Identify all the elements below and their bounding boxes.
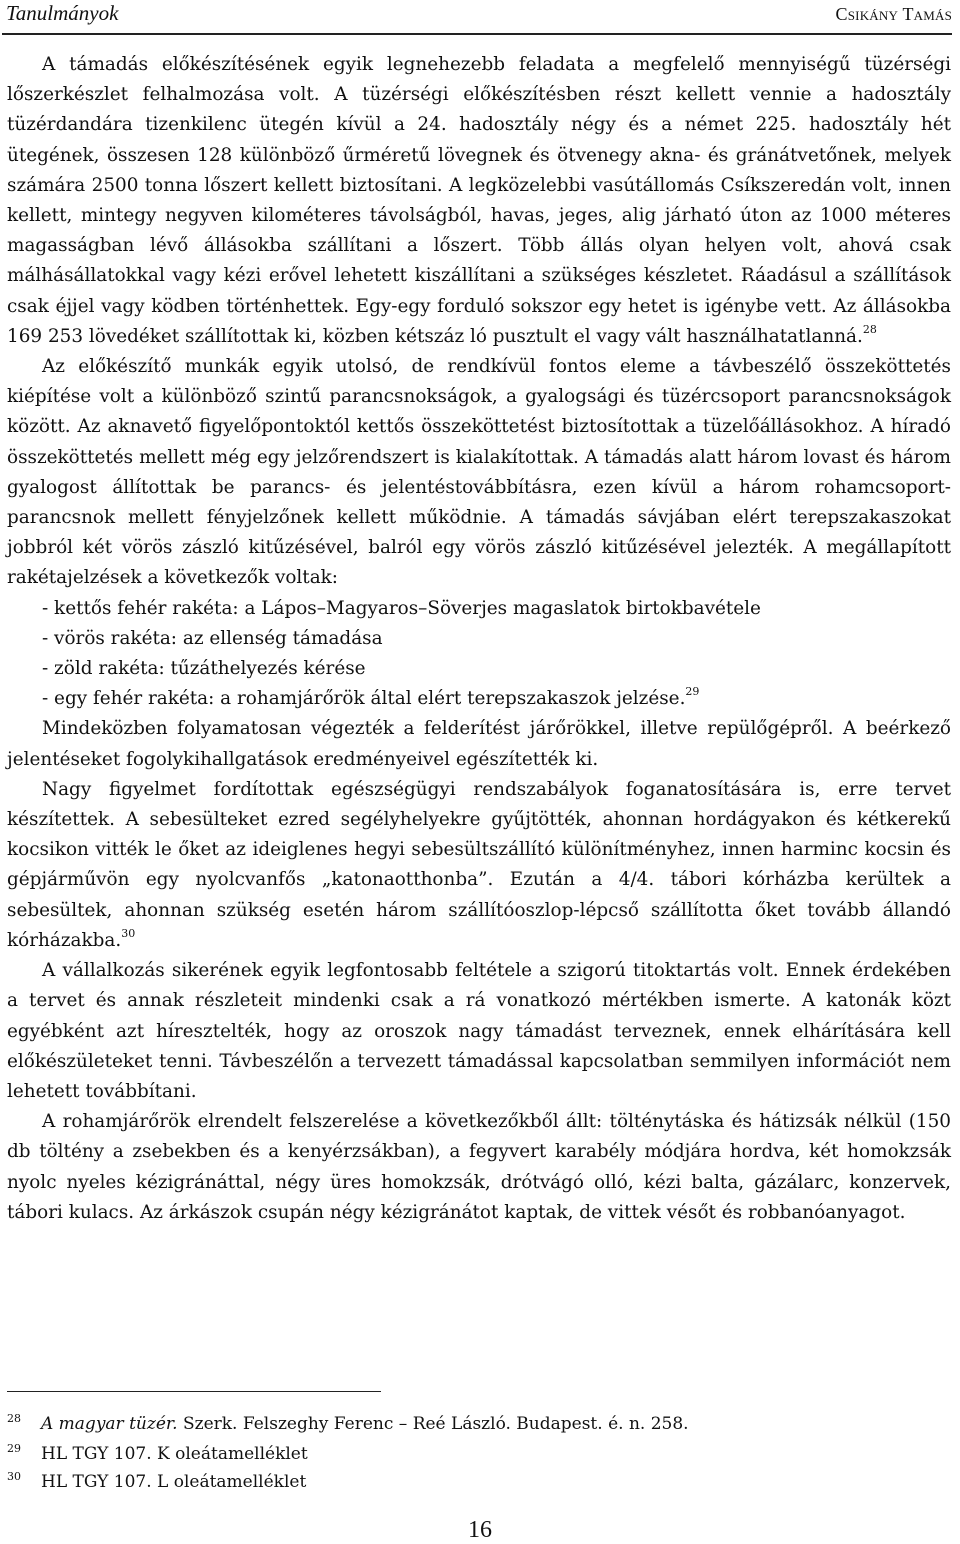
paragraph-text: A vállalkozás sikerének egyik legfontosabb feltétele a szigorú titoktartás volt. Ennek érdekében a tervet és annak részleteit mindenki csak a rá vonatkozó mértékben ismerte. A katonák közt egyébként azt híresztelték, hogy az oroszok nagy támadást terveznek, ennek elhárítására kell előkészületeket tenni. Távbeszélőn a tervezett támadással kapcsolatban semmilyen információt nem lehetett továbbítani. [7,960,951,1102]
main-text [7,50,951,1228]
footnote-number: 28 [7,1412,21,1425]
list-item: - vörös rakéta: az ellenség támadása [42,627,383,649]
paragraph-secrecy [7,956,951,1107]
paragraph-reconnaissance [7,714,951,774]
running-header [6,0,952,32]
page-number: 16 [468,1517,492,1543]
footnote [7,1444,308,1466]
footnote-text: HL TGY 107. L oleátamelléklet [41,1472,307,1492]
footnote [7,1472,306,1494]
author-name: Csikány Tamás [835,4,952,24]
paragraph-text: Mindeközben folyamatosan végezték a felderítést járőrökkel, illetve repülőgépről. A beérkező jelentéseket fogolykihallgatások eredményeivel egészítették ki. [7,718,951,770]
footnote-text: HL TGY 107. K oleátamelléklet [41,1444,308,1464]
header-rule [2,33,952,35]
footnote-number: 30 [7,1470,21,1483]
list-item-text: - egy fehér rakéta: a rohamjárőrök által elért terepszakaszok jelzése. [42,688,686,710]
paragraph-text: A rohamjárőrök elrendelt felszerelése a következőkből állt: tölténytáska és hátizsák nélkül (150 db töltény a zsebekben és a kenyérzsákban), a fegyvert karabély módjára hordva, két homokzsák nyolc nyeles kézigránáttal, négy üres homokzsák, drótvágó olló, kézi balta, gázálarc, konzervek, tábori kulacs. Az árkászok csupán négy kézigránátot kaptak, de vittek vésőt és robbanóanyagot. [7,1111,951,1223]
footnote-title: A magyar tüzér. [41,1414,178,1434]
paragraph-text: Nagy figyelmet fordítottak egészségügyi rendszabályok foganatosítására is, erre tervet készítettek. A sebesülteket ezred segélyhelyekre gyűjtötték, ahonnan hordágyakon és kétkerekű kocsikon vitték le őket az ideiglenes hegyi sebesültszállító különítményhez, innen harminc kocsin és gépjárművön egy nyolcvanfős „katonaotthonba”. Ezután a 4/4. tábori kórházba kerültek a sebesültek, ahonnan szükség esetén három szállítóoszlop-lépcső szállította őket tovább állandó kórházakba. [7,778,951,951]
footnote-text: Szerk. Felszeghy Ferenc – Reé László. Budapest. é. n. 258. [177,1414,689,1434]
paragraph-text: A támadás előkészítésének egyik legnehezebb feladata a megfelelő mennyiségű tüzérségi lőszerkészlet felhalmozása volt. A tüzérségi előkészítésben részt kellett vennie a hadosztály tüzérdandára tizenkilenc ütegén kívül a 24. hadosztály négy és a német 225. hadosztály hét ütegének, összesen 128 különböző űrméretű lövegnek és ötvenegy akna- és gránátvetőnek, melyek számára 2500 tonna lőszert kellett biztosítani. A legközelebbi vasútállomás Csíkszeredán volt, innen kellett, mintegy negyven kilométeres távolságból, havas, jeges, alig járható úton az 1000 méteres magasságban lévő állásokba szállítani a lőszert. Több állás olyan helyen volt, ahová csak málhásállatokkal vagy kézi erővel lehetett kiszállítani a szükséges készletet. Ráadásul a szállítások csak éjjel vagy ködben történhettek. Egy-egy forduló sokszor egy hetet is igénybe vett. Az állásokba 169 253 lövedéket szállítottak ki, közben kétszáz ló pusztult el vagy vált használhatatlanná. [7,54,951,347]
footnote-number: 29 [7,1442,21,1455]
paragraph-communications [7,352,951,594]
paragraph-text: Az előkészítő munkák egyik utolsó, de rendkívül fontos eleme a távbeszélő összeköttetés kiépítése volt a különböző szintű parancsnokságok, a gyalogsági és tüzércsoport parancsnokságok között. Az aknavető figyelőpontoktól kettős összeköttetést biztosítottak a tüzelőállásokhoz. A híradó összeköttetés mellett még egy jelzőrendszert is kialakítottak. A támadás alatt három lovast és három gyalogost állítottak be parancs- és jelentéstovábbításra, ezen kívül a három rohamcsoport-parancsnok mellett fényjelzőnek kellett működnie. A támadás sávjában elért terepszakaszokat jobbról két vörös zászló kitűzésével, balról egy vörös zászló kitűzésével jelezték. A megállapított rakétajelzések a következők voltak: [7,356,951,589]
footnote-ref: 30 [121,926,136,940]
footnote [7,1414,689,1436]
footnote-ref: 28 [862,322,877,336]
footnote-rule [7,1391,381,1392]
paragraph-equipment [7,1107,951,1228]
section-title: Tanulmányok [6,1,119,25]
footnote-ref: 29 [685,685,700,699]
paragraph-ammunition [7,50,951,352]
paragraph-medical [7,775,951,956]
list-item [7,684,951,714]
list-item: - kettős fehér rakéta: a Lápos–Magyaros–Söverjes magaslatok birtokbavétele [42,597,761,619]
list-item: - zöld rakéta: tűzáthelyezés kérése [42,658,366,680]
